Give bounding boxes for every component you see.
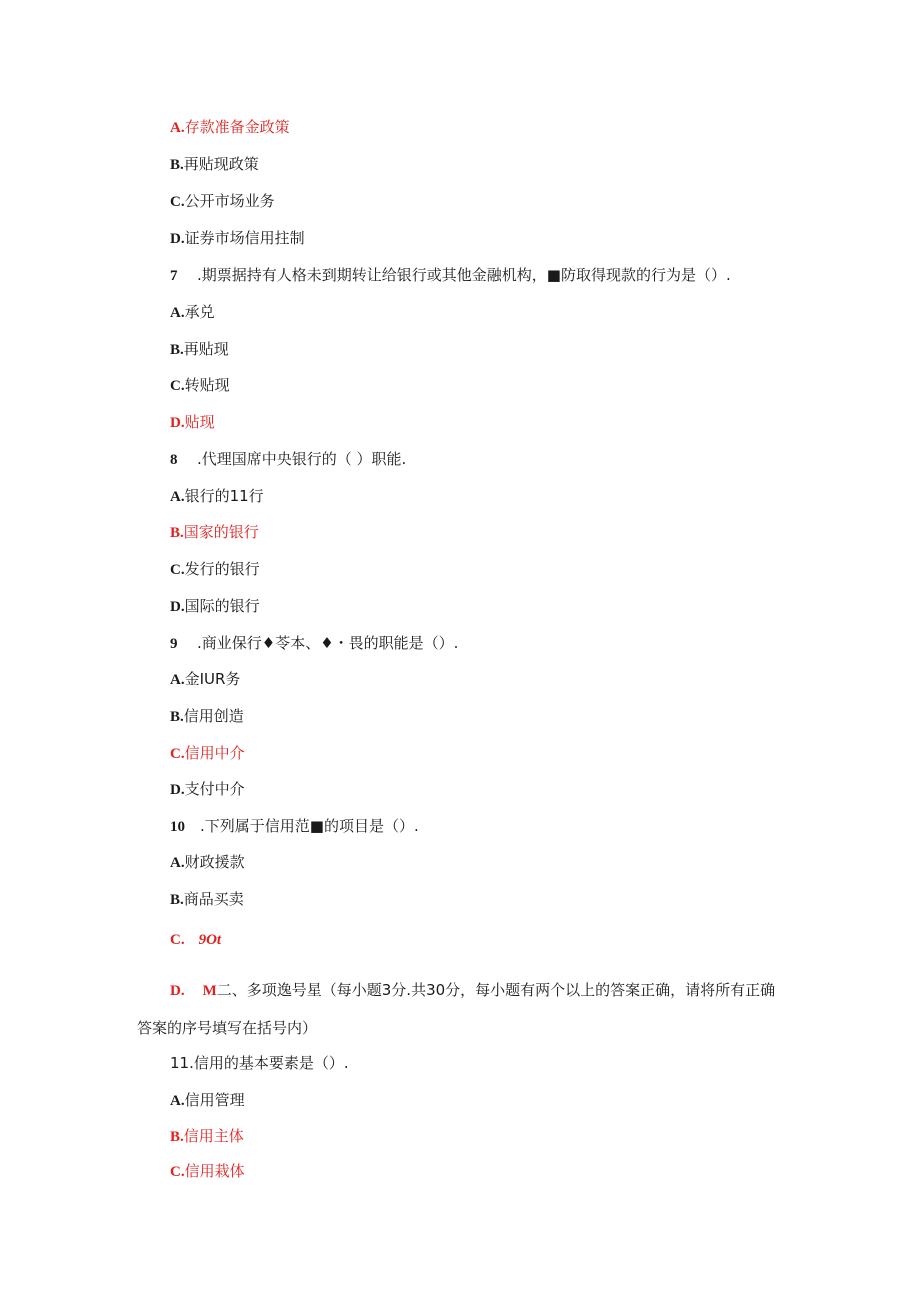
option-label: B. bbox=[170, 342, 184, 358]
q7-option-b bbox=[170, 339, 229, 360]
option-label: A. bbox=[170, 305, 185, 321]
option-text: 9Ot bbox=[198, 932, 222, 948]
option-text: 金IUR务 bbox=[184, 670, 241, 688]
question-text: .商业保行♦苓本、♦・畏的职能是（）. bbox=[197, 634, 459, 652]
option-text: 证券市场信用拄制 bbox=[184, 229, 305, 247]
q9-option-b bbox=[170, 706, 244, 727]
option-label: D. bbox=[170, 415, 185, 431]
q10-option-a bbox=[170, 852, 245, 873]
q11-option-c bbox=[170, 1161, 245, 1182]
option-text: 存款准备金政策 bbox=[184, 118, 290, 136]
q6-option-c bbox=[170, 191, 275, 212]
q6-option-d bbox=[170, 228, 305, 249]
q11-option-b bbox=[170, 1126, 244, 1147]
option-text: 公开市场业务 bbox=[184, 192, 275, 210]
q6-option-b bbox=[170, 154, 259, 175]
option-label: A. bbox=[170, 489, 185, 505]
option-text: 支付中介 bbox=[184, 780, 245, 798]
q11-option-a bbox=[170, 1090, 245, 1111]
option-text: 转贴现 bbox=[184, 376, 230, 394]
option-text: 财政援款 bbox=[184, 853, 245, 871]
q7-option-a bbox=[170, 302, 215, 323]
question-11 bbox=[170, 1053, 349, 1073]
option-label: B. bbox=[170, 1129, 184, 1145]
option-text: 国际的银行 bbox=[184, 597, 260, 615]
option-label: C. bbox=[170, 932, 185, 948]
q8-option-b bbox=[170, 522, 259, 543]
question-7 bbox=[170, 265, 731, 286]
q8-option-c bbox=[170, 559, 260, 580]
option-label: B. bbox=[170, 709, 184, 725]
section-option-d-label: D. bbox=[170, 983, 185, 999]
question-number: 9 bbox=[170, 636, 178, 652]
q8-option-a bbox=[170, 486, 264, 507]
option-text: 再贴现政策 bbox=[183, 155, 259, 173]
q10-option-c bbox=[170, 929, 221, 950]
option-label: B. bbox=[170, 157, 184, 173]
option-label: A. bbox=[170, 1093, 185, 1109]
option-text: 再贴现 bbox=[183, 340, 229, 358]
question-text: .代理国席中央银行的（ ）职能. bbox=[197, 450, 407, 468]
q9-option-a bbox=[170, 669, 240, 690]
question-9 bbox=[170, 633, 458, 654]
section-heading bbox=[137, 972, 777, 1047]
option-label: D. bbox=[170, 599, 185, 615]
question-text: 11.信用的基本要素是（）. bbox=[170, 1054, 349, 1072]
q8-option-d bbox=[170, 596, 260, 617]
q7-option-d bbox=[170, 412, 215, 433]
option-label: D. bbox=[170, 231, 185, 247]
option-text: 信用管理 bbox=[184, 1091, 245, 1109]
option-label: C. bbox=[170, 746, 185, 762]
q10-option-b bbox=[170, 889, 244, 910]
option-text: 承兑 bbox=[184, 303, 215, 321]
question-number: 10 bbox=[170, 819, 185, 835]
q9-option-d bbox=[170, 779, 245, 800]
option-text: 发行的银行 bbox=[184, 560, 260, 578]
option-label: A. bbox=[170, 120, 185, 136]
option-label: C. bbox=[170, 1164, 185, 1180]
question-text: .下列属于信用范■的项目是（）. bbox=[200, 817, 419, 835]
question-number: 7 bbox=[170, 268, 178, 284]
option-text: 信用创造 bbox=[183, 707, 244, 725]
option-text: 信用栽体 bbox=[184, 1162, 245, 1180]
option-label: A. bbox=[170, 672, 185, 688]
q9-option-c bbox=[170, 743, 245, 764]
option-text: 银行的11行 bbox=[184, 487, 264, 505]
option-label: C. bbox=[170, 378, 185, 394]
option-text: 商品买卖 bbox=[183, 890, 244, 908]
option-label: B. bbox=[170, 892, 184, 908]
option-label: C. bbox=[170, 562, 185, 578]
question-10 bbox=[170, 816, 419, 837]
question-8 bbox=[170, 449, 406, 470]
option-text: 贴现 bbox=[184, 413, 215, 431]
option-text: 信用主体 bbox=[183, 1127, 244, 1145]
option-label: D. bbox=[170, 782, 185, 798]
option-label: B. bbox=[170, 525, 184, 541]
section-prefix: M bbox=[202, 983, 217, 999]
section-heading-text: 二、多项逸号星（每小题3分.共30分，每小题有两个以上的答案正确，请将所有正确答案的序号填写在括号内） bbox=[137, 981, 776, 1037]
q7-option-c bbox=[170, 375, 230, 396]
option-label: C. bbox=[170, 194, 185, 210]
option-text: 信用中介 bbox=[184, 744, 245, 762]
question-text: .期票据持有人格未到期转让给银行或其他金融机构，■防取得现款的行为是（）. bbox=[197, 266, 731, 284]
question-number: 8 bbox=[170, 452, 178, 468]
option-text: 国家的银行 bbox=[183, 523, 259, 541]
option-label: A. bbox=[170, 855, 185, 871]
q6-option-a bbox=[170, 117, 290, 138]
